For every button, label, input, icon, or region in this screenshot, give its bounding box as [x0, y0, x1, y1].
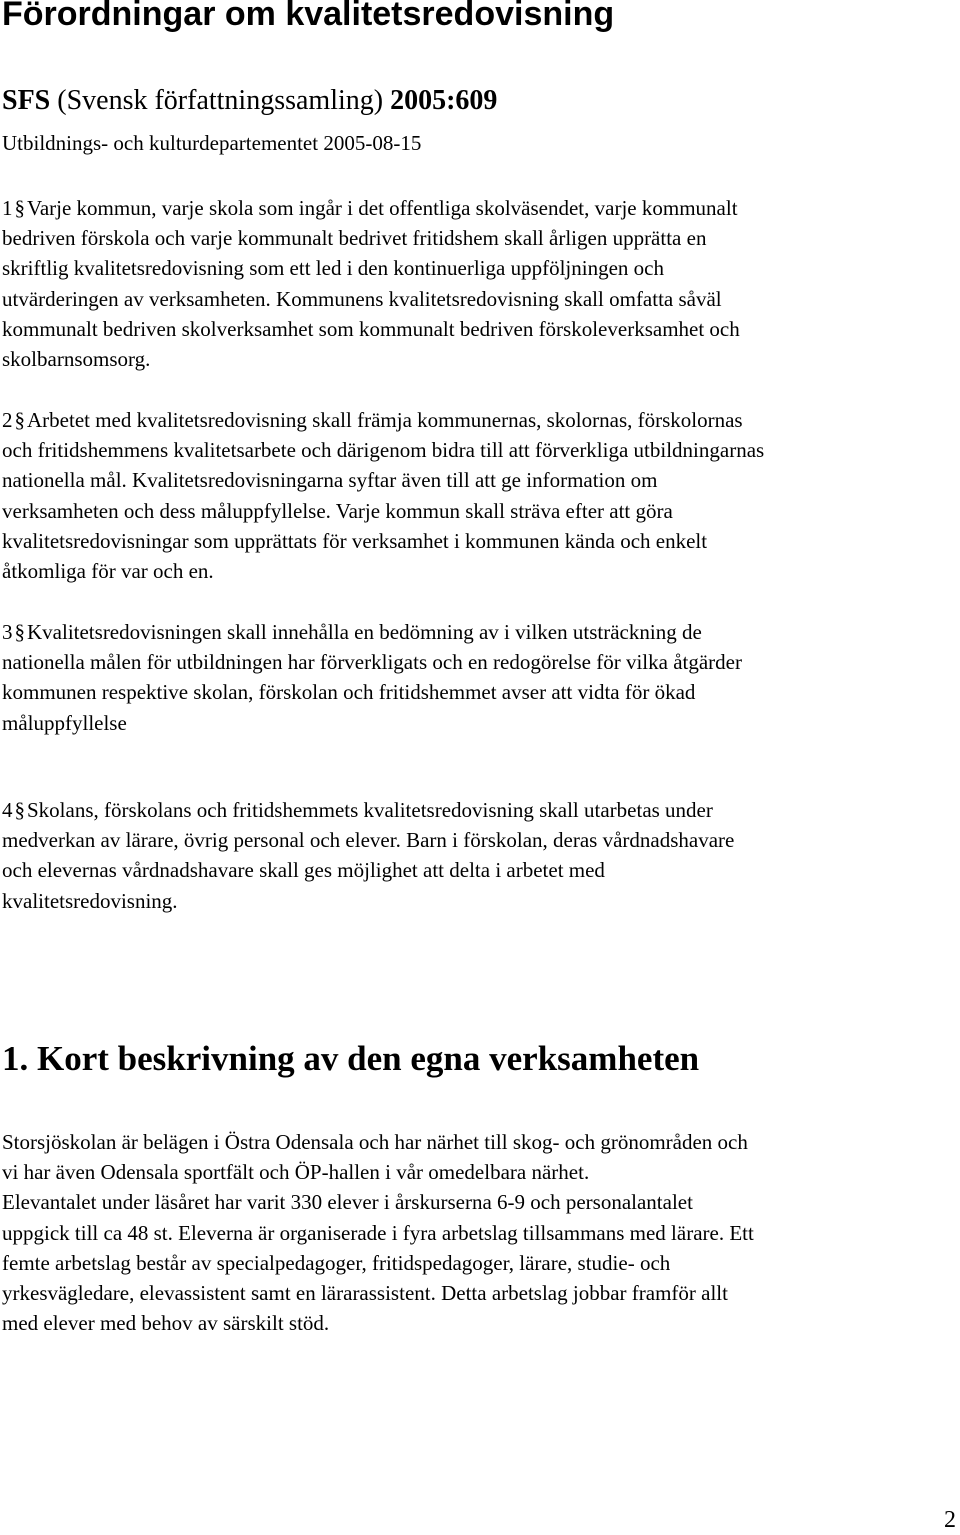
- paragraph-line: skriftlig kvalitetsredovisning som ett led i den kontinuerliga uppföljningen och: [2, 256, 664, 281]
- paragraph-line: åtkomliga för var och en.: [2, 559, 214, 584]
- paragraph-line: [2, 405, 764, 435]
- paragraph-line: nationella målen för utbildningen har förverkligats och en redogörelse för vilka åtgärder: [2, 650, 742, 675]
- paragraph-line: kommunalt bedriven skolverksamhet som kommunalt bedriven förskoleverksamhet och: [2, 316, 740, 341]
- paragraph-line: kvalitetsredovisning.: [2, 888, 178, 913]
- paragraph-line: bedriven förskola och varje kommunalt bedrivet fritidshem skall årligen upprätta en: [2, 226, 707, 251]
- paragraph-number: 1: [2, 196, 13, 220]
- paragraph-number: 3: [2, 620, 13, 644]
- sfs-description: (Svensk författningssamling): [57, 85, 384, 116]
- paragraph-text: Arbetet med kvalitetsredovisning skall främja kommunernas, skolornas, förskolornas: [27, 408, 743, 432]
- department-line: Utbildnings- och kulturdepartementet 2005-08-15: [2, 131, 422, 155]
- paragraph-text: Kvalitetsredovisningen skall innehålla en bedömning av i vilken utsträckning de: [27, 620, 702, 644]
- paragraph-line: [2, 193, 740, 223]
- paragraph-2: [2, 405, 764, 586]
- paragraph-line: nationella mål. Kvalitetsredovisningarna syftar även till att ge information om: [2, 468, 658, 493]
- paragraph-line: kommunen respektive skolan, förskolan och fritidshemmet avser att vidta för ökad: [2, 680, 696, 705]
- section-line: Storsjöskolan är belägen i Östra Odensala och har närhet till skog- och grönområden och: [2, 1130, 748, 1154]
- section-line: uppgick till ca 48 st. Eleverna är organiserade i fyra arbetslag tillsammans med lärare. Ett: [2, 1220, 754, 1245]
- paragraph-1: [2, 193, 740, 374]
- paragraph-number: 2: [2, 408, 13, 432]
- section-line: yrkesvägledare, elevassistent samt en lärarassistent. Detta arbetslag jobbar framför allt: [2, 1281, 728, 1306]
- paragraph-line: [2, 795, 734, 825]
- paragraph-line: medverkan av lärare, övrig personal och elever. Barn i förskolan, deras vårdnadshavare: [2, 828, 735, 853]
- paragraph-line: verksamheten och dess måluppfyllelse. Varje kommun skall sträva efter att göra: [2, 498, 673, 523]
- section-sign-icon: §: [14, 408, 25, 432]
- section-line: med elever med behov av särskilt stöd.: [2, 1311, 330, 1336]
- paragraph-text: Varje kommun, varje skola som ingår i det offentliga skolväsendet, varje kommunalt: [27, 196, 738, 220]
- paragraph-line: skolbarnsomsorg.: [2, 347, 151, 372]
- section-sign-icon: §: [14, 798, 25, 822]
- section-line: femte arbetslag består av specialpedagoger, fritidspedagoger, lärare, studie- och: [2, 1250, 671, 1275]
- section-line: vi har även Odensala sportfält och ÖP-hallen i vår omedelbara närhet.: [2, 1160, 590, 1185]
- section-body: [2, 1127, 754, 1338]
- section-sign-icon: §: [14, 620, 25, 644]
- section-sign-icon: §: [14, 196, 25, 220]
- page-number: 2: [944, 1507, 956, 1533]
- sfs-label: SFS: [2, 85, 51, 116]
- section-line: Elevantalet under läsåret har varit 330 elever i årskurserna 6-9 och personalantalet: [2, 1190, 693, 1215]
- paragraph-3: [2, 617, 742, 738]
- paragraph-line: kvalitetsredovisningar som upprättats för verksamhet i kommunen kända och enkelt: [2, 528, 708, 553]
- paragraph-line: och elevernas vårdnadshavare skall ges möjlighet att delta i arbetet med: [2, 858, 605, 883]
- document-title: Förordningar om kvalitetsredovisning: [2, 0, 615, 33]
- paragraph-4: [2, 795, 734, 916]
- sfs-number: 2005:609: [390, 85, 498, 116]
- paragraph-line: och fritidshemmens kvalitetsarbete och därigenom bidra till att förverkliga utbildningarnas: [2, 438, 765, 463]
- section-heading: 1. Kort beskrivning av den egna verksamheten: [2, 1039, 700, 1078]
- paragraph-line: utvärderingen av verksamheten. Kommunens kvalitetsredovisning skall omfatta såväl: [2, 286, 722, 311]
- sfs-line: [2, 84, 497, 118]
- paragraph-text: Skolans, förskolans och fritidshemmets kvalitetsredovisning skall utarbetas under: [27, 798, 713, 822]
- paragraph-number: 4: [2, 798, 13, 822]
- paragraph-line: måluppfyllelse: [2, 710, 127, 735]
- paragraph-line: [2, 617, 742, 647]
